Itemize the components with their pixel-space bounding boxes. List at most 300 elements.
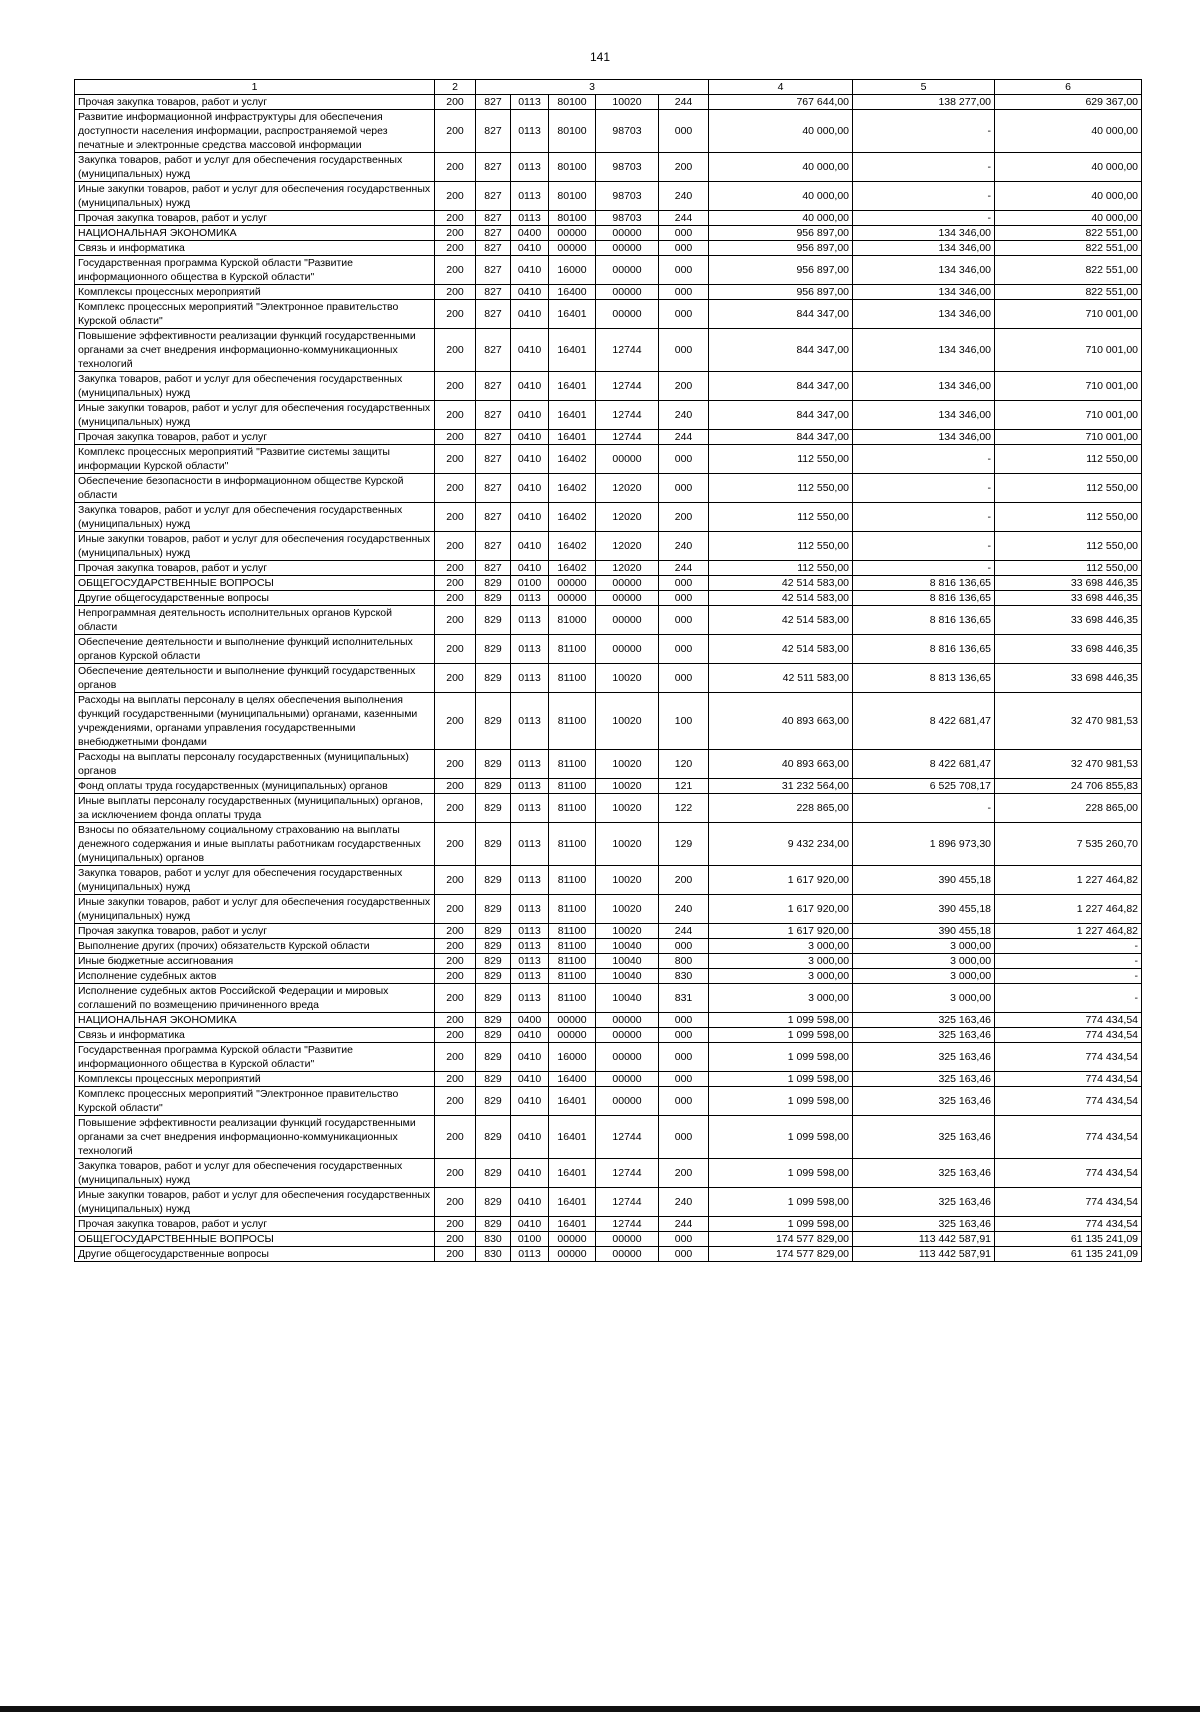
- row-code-section: 0113: [511, 95, 549, 110]
- row-code-section: 0410: [511, 445, 549, 474]
- row-code-direction: 10040: [596, 939, 659, 954]
- row-plan: 956 897,00: [709, 241, 853, 256]
- row-executed: 8 813 136,65: [853, 664, 995, 693]
- row-remaining: 774 434,54: [995, 1087, 1142, 1116]
- row-remaining: 228 865,00: [995, 794, 1142, 823]
- row-code-program: 00000: [549, 1028, 596, 1043]
- row-name: Комплексы процессных мероприятий: [75, 285, 435, 300]
- row-code-direction: 10020: [596, 866, 659, 895]
- row-plan: 844 347,00: [709, 300, 853, 329]
- row-code-ved: 200: [435, 635, 476, 664]
- row-code-section: 0410: [511, 241, 549, 256]
- row-name: Развитие информационной инфраструктуры для обеспечения доступности населения информации, распространяемой через печатные и электронные средства массовой информации: [75, 110, 435, 153]
- row-executed: 325 163,46: [853, 1188, 995, 1217]
- row-code-section: 0410: [511, 1188, 549, 1217]
- row-name: Связь и информатика: [75, 241, 435, 256]
- table-row: [75, 1217, 1142, 1232]
- row-remaining: 774 434,54: [995, 1043, 1142, 1072]
- row-code-direction: 00000: [596, 591, 659, 606]
- row-code-grbs: 829: [476, 1188, 511, 1217]
- row-code-ved: 200: [435, 503, 476, 532]
- row-code-direction: 12744: [596, 1159, 659, 1188]
- table-row: [75, 750, 1142, 779]
- row-name: Другие общегосударственные вопросы: [75, 591, 435, 606]
- row-plan: 1 617 920,00: [709, 924, 853, 939]
- row-code-grbs: 829: [476, 1072, 511, 1087]
- row-code-section: 0410: [511, 1217, 549, 1232]
- row-code-grbs: 829: [476, 576, 511, 591]
- row-remaining: 774 434,54: [995, 1013, 1142, 1028]
- row-code-ved: 200: [435, 153, 476, 182]
- row-plan: 174 577 829,00: [709, 1232, 853, 1247]
- row-name: ОБЩЕГОСУДАРСТВЕННЫЕ ВОПРОСЫ: [75, 1232, 435, 1247]
- row-name: Прочая закупка товаров, работ и услуг: [75, 430, 435, 445]
- row-code-direction: 12020: [596, 503, 659, 532]
- table-row: [75, 182, 1142, 211]
- row-code-program: 16402: [549, 474, 596, 503]
- row-code-expense-type: 244: [659, 211, 709, 226]
- row-code-ved: 200: [435, 211, 476, 226]
- row-code-grbs: 827: [476, 226, 511, 241]
- row-code-ved: 200: [435, 300, 476, 329]
- table-row: [75, 924, 1142, 939]
- row-code-grbs: 827: [476, 300, 511, 329]
- row-code-direction: 10040: [596, 954, 659, 969]
- row-name: Иные бюджетные ассигнования: [75, 954, 435, 969]
- row-code-ved: 200: [435, 866, 476, 895]
- row-executed: -: [853, 474, 995, 503]
- row-code-expense-type: 000: [659, 474, 709, 503]
- row-plan: 112 550,00: [709, 561, 853, 576]
- row-code-direction: 00000: [596, 576, 659, 591]
- row-name: Взносы по обязательному социальному страхованию на выплаты денежного содержания и иные выплаты работникам государственных (муниципальных) органов: [75, 823, 435, 866]
- row-code-direction: 00000: [596, 1247, 659, 1262]
- row-remaining: 33 698 446,35: [995, 635, 1142, 664]
- row-code-section: 0400: [511, 226, 549, 241]
- row-code-grbs: 827: [476, 182, 511, 211]
- row-remaining: 774 434,54: [995, 1217, 1142, 1232]
- row-code-section: 0410: [511, 1116, 549, 1159]
- table-row: [75, 474, 1142, 503]
- row-remaining: -: [995, 939, 1142, 954]
- row-code-ved: 200: [435, 561, 476, 576]
- row-code-program: 16401: [549, 1116, 596, 1159]
- row-remaining: 40 000,00: [995, 211, 1142, 226]
- row-code-expense-type: 240: [659, 182, 709, 211]
- row-code-direction: 10020: [596, 750, 659, 779]
- row-code-program: 16401: [549, 401, 596, 430]
- row-code-grbs: 829: [476, 1217, 511, 1232]
- table-row: [75, 969, 1142, 984]
- row-executed: -: [853, 445, 995, 474]
- row-code-program: 00000: [549, 226, 596, 241]
- row-remaining: 774 434,54: [995, 1188, 1142, 1217]
- row-code-ved: 200: [435, 445, 476, 474]
- row-code-program: 00000: [549, 1247, 596, 1262]
- row-code-direction: 10020: [596, 779, 659, 794]
- row-name: Закупка товаров, работ и услуг для обеспечения государственных (муниципальных) нужд: [75, 153, 435, 182]
- row-plan: 40 893 663,00: [709, 750, 853, 779]
- table-row: [75, 1116, 1142, 1159]
- row-code-section: 0113: [511, 866, 549, 895]
- row-plan: 1 099 598,00: [709, 1116, 853, 1159]
- row-code-ved: 200: [435, 226, 476, 241]
- row-code-direction: 98703: [596, 182, 659, 211]
- row-code-program: 16402: [549, 561, 596, 576]
- table-row: [75, 1232, 1142, 1247]
- row-name: Иные закупки товаров, работ и услуг для обеспечения государственных (муниципальных) нужд: [75, 1188, 435, 1217]
- row-code-expense-type: 000: [659, 110, 709, 153]
- row-code-direction: 12744: [596, 1116, 659, 1159]
- row-code-ved: 200: [435, 895, 476, 924]
- row-code-direction: 00000: [596, 1043, 659, 1072]
- row-code-grbs: 829: [476, 693, 511, 750]
- row-code-section: 0410: [511, 1028, 549, 1043]
- row-code-grbs: 829: [476, 984, 511, 1013]
- row-code-direction: 00000: [596, 1072, 659, 1087]
- row-code-expense-type: 000: [659, 300, 709, 329]
- row-code-section: 0410: [511, 561, 549, 576]
- row-code-section: 0113: [511, 794, 549, 823]
- row-code-expense-type: 000: [659, 445, 709, 474]
- row-executed: 134 346,00: [853, 241, 995, 256]
- row-plan: 112 550,00: [709, 445, 853, 474]
- row-code-section: 0113: [511, 779, 549, 794]
- row-name: ОБЩЕГОСУДАРСТВЕННЫЕ ВОПРОСЫ: [75, 576, 435, 591]
- row-plan: 3 000,00: [709, 969, 853, 984]
- table-row: [75, 664, 1142, 693]
- row-code-section: 0113: [511, 984, 549, 1013]
- row-code-program: 16000: [549, 256, 596, 285]
- row-code-section: 0113: [511, 591, 549, 606]
- row-name: Обеспечение деятельности и выполнение функций государственных органов: [75, 664, 435, 693]
- row-plan: 1 099 598,00: [709, 1043, 853, 1072]
- row-code-direction: 00000: [596, 635, 659, 664]
- row-code-grbs: 827: [476, 329, 511, 372]
- table-row: [75, 823, 1142, 866]
- table-row: [75, 1159, 1142, 1188]
- row-name: Исполнение судебных актов Российской Федерации и мировых соглашений по возмещению причиненного вреда: [75, 984, 435, 1013]
- row-code-section: 0410: [511, 474, 549, 503]
- table-row: [75, 954, 1142, 969]
- row-code-expense-type: 000: [659, 591, 709, 606]
- row-code-section: 0113: [511, 969, 549, 984]
- row-executed: 3 000,00: [853, 969, 995, 984]
- row-code-program: 16402: [549, 445, 596, 474]
- row-code-program: 16000: [549, 1043, 596, 1072]
- table-row: [75, 1087, 1142, 1116]
- row-name: Прочая закупка товаров, работ и услуг: [75, 924, 435, 939]
- row-name: Фонд оплаты труда государственных (муниципальных) органов: [75, 779, 435, 794]
- row-name: Комплекс процессных мероприятий "Развитие системы защиты информации Курской области": [75, 445, 435, 474]
- row-remaining: 33 698 446,35: [995, 606, 1142, 635]
- row-plan: 3 000,00: [709, 984, 853, 1013]
- row-executed: 134 346,00: [853, 401, 995, 430]
- row-plan: 1 617 920,00: [709, 895, 853, 924]
- row-code-grbs: 829: [476, 664, 511, 693]
- row-code-program: 81100: [549, 969, 596, 984]
- row-plan: 42 514 583,00: [709, 591, 853, 606]
- row-plan: 40 000,00: [709, 153, 853, 182]
- row-plan: 42 514 583,00: [709, 576, 853, 591]
- row-code-program: 16400: [549, 1072, 596, 1087]
- row-remaining: 7 535 260,70: [995, 823, 1142, 866]
- row-plan: 40 000,00: [709, 110, 853, 153]
- table-row: [75, 794, 1142, 823]
- row-remaining: 1 227 464,82: [995, 895, 1142, 924]
- row-code-ved: 200: [435, 1188, 476, 1217]
- row-code-expense-type: 129: [659, 823, 709, 866]
- table-row: [75, 285, 1142, 300]
- row-code-program: 16401: [549, 372, 596, 401]
- table-row: [75, 110, 1142, 153]
- row-code-section: 0410: [511, 532, 549, 561]
- row-remaining: 710 001,00: [995, 329, 1142, 372]
- row-code-ved: 200: [435, 285, 476, 300]
- row-name: Иные закупки товаров, работ и услуг для обеспечения государственных (муниципальных) нужд: [75, 532, 435, 561]
- budget-table: [74, 79, 1142, 1262]
- row-name: Прочая закупка товаров, работ и услуг: [75, 1217, 435, 1232]
- table-row: [75, 503, 1142, 532]
- row-code-direction: 00000: [596, 1013, 659, 1028]
- row-code-program: 81100: [549, 924, 596, 939]
- row-code-section: 0100: [511, 1232, 549, 1247]
- row-code-section: 0410: [511, 503, 549, 532]
- row-executed: 325 163,46: [853, 1028, 995, 1043]
- table-row: [75, 211, 1142, 226]
- row-code-ved: 200: [435, 576, 476, 591]
- row-code-program: 81100: [549, 664, 596, 693]
- row-code-program: 16401: [549, 1087, 596, 1116]
- row-plan: 1 099 598,00: [709, 1159, 853, 1188]
- row-code-grbs: 829: [476, 606, 511, 635]
- row-code-section: 0410: [511, 1087, 549, 1116]
- row-code-direction: 00000: [596, 445, 659, 474]
- row-code-program: 80100: [549, 211, 596, 226]
- row-code-grbs: 827: [476, 561, 511, 576]
- row-plan: 40 000,00: [709, 182, 853, 211]
- row-name: Закупка товаров, работ и услуг для обеспечения государственных (муниципальных) нужд: [75, 372, 435, 401]
- row-plan: 3 000,00: [709, 954, 853, 969]
- row-code-expense-type: 000: [659, 1013, 709, 1028]
- row-executed: -: [853, 211, 995, 226]
- row-code-section: 0113: [511, 750, 549, 779]
- row-remaining: 24 706 855,83: [995, 779, 1142, 794]
- header-col-4: 4: [709, 80, 853, 95]
- row-code-direction: 00000: [596, 241, 659, 256]
- row-code-ved: 200: [435, 474, 476, 503]
- row-code-direction: 12020: [596, 474, 659, 503]
- row-remaining: 112 550,00: [995, 445, 1142, 474]
- row-name: Расходы на выплаты персоналу государственных (муниципальных) органов: [75, 750, 435, 779]
- row-executed: 6 525 708,17: [853, 779, 995, 794]
- row-code-section: 0410: [511, 256, 549, 285]
- row-code-grbs: 830: [476, 1232, 511, 1247]
- row-code-program: 80100: [549, 95, 596, 110]
- row-code-grbs: 829: [476, 1159, 511, 1188]
- row-plan: 112 550,00: [709, 532, 853, 561]
- row-name: Обеспечение деятельности и выполнение функций исполнительных органов Курской области: [75, 635, 435, 664]
- row-remaining: 822 551,00: [995, 256, 1142, 285]
- row-remaining: 710 001,00: [995, 372, 1142, 401]
- row-remaining: 710 001,00: [995, 401, 1142, 430]
- row-code-expense-type: 240: [659, 895, 709, 924]
- row-code-expense-type: 000: [659, 1116, 709, 1159]
- row-code-section: 0113: [511, 635, 549, 664]
- page-number: 141: [589, 50, 611, 64]
- row-name: Связь и информатика: [75, 1028, 435, 1043]
- row-code-expense-type: 000: [659, 329, 709, 372]
- row-code-grbs: 829: [476, 750, 511, 779]
- row-code-expense-type: 000: [659, 1247, 709, 1262]
- row-code-program: 00000: [549, 1013, 596, 1028]
- row-executed: 3 000,00: [853, 984, 995, 1013]
- row-code-ved: 200: [435, 664, 476, 693]
- row-remaining: 33 698 446,35: [995, 576, 1142, 591]
- row-code-expense-type: 244: [659, 95, 709, 110]
- row-remaining: 1 227 464,82: [995, 866, 1142, 895]
- table-row: [75, 226, 1142, 241]
- row-code-section: 0113: [511, 939, 549, 954]
- row-code-expense-type: 244: [659, 924, 709, 939]
- row-code-program: 81100: [549, 954, 596, 969]
- row-code-grbs: 827: [476, 430, 511, 445]
- row-code-ved: 200: [435, 606, 476, 635]
- row-code-section: 0113: [511, 153, 549, 182]
- row-code-expense-type: 120: [659, 750, 709, 779]
- row-remaining: 710 001,00: [995, 430, 1142, 445]
- row-code-direction: 10020: [596, 895, 659, 924]
- row-code-direction: 98703: [596, 110, 659, 153]
- row-code-section: 0410: [511, 300, 549, 329]
- row-code-expense-type: 200: [659, 372, 709, 401]
- row-executed: 134 346,00: [853, 226, 995, 241]
- row-code-grbs: 829: [476, 954, 511, 969]
- row-code-section: 0113: [511, 823, 549, 866]
- row-code-grbs: 829: [476, 1013, 511, 1028]
- row-name: Другие общегосударственные вопросы: [75, 1247, 435, 1262]
- row-executed: 390 455,18: [853, 924, 995, 939]
- row-plan: 112 550,00: [709, 503, 853, 532]
- row-code-expense-type: 000: [659, 1043, 709, 1072]
- table-row: [75, 430, 1142, 445]
- row-remaining: 33 698 446,35: [995, 591, 1142, 606]
- row-code-section: 0113: [511, 895, 549, 924]
- row-code-program: 16402: [549, 532, 596, 561]
- row-plan: 956 897,00: [709, 226, 853, 241]
- row-plan: 40 893 663,00: [709, 693, 853, 750]
- row-code-program: 80100: [549, 182, 596, 211]
- row-code-direction: 98703: [596, 153, 659, 182]
- row-code-program: 80100: [549, 153, 596, 182]
- row-executed: 390 455,18: [853, 895, 995, 924]
- row-remaining: 61 135 241,09: [995, 1247, 1142, 1262]
- header-col-3: 3: [476, 80, 709, 95]
- row-remaining: 112 550,00: [995, 532, 1142, 561]
- row-name: Закупка товаров, работ и услуг для обеспечения государственных (муниципальных) нужд: [75, 866, 435, 895]
- table-row: [75, 866, 1142, 895]
- row-code-grbs: 827: [476, 211, 511, 226]
- row-code-program: 16401: [549, 329, 596, 372]
- row-code-expense-type: 000: [659, 226, 709, 241]
- row-executed: 325 163,46: [853, 1043, 995, 1072]
- scan-bottom-edge: [0, 1706, 1200, 1712]
- row-code-ved: 200: [435, 256, 476, 285]
- row-code-ved: 200: [435, 372, 476, 401]
- row-executed: 134 346,00: [853, 329, 995, 372]
- row-remaining: 32 470 981,53: [995, 693, 1142, 750]
- row-code-section: 0113: [511, 606, 549, 635]
- row-code-program: 81100: [549, 823, 596, 866]
- row-code-ved: 200: [435, 1072, 476, 1087]
- row-code-grbs: 827: [476, 153, 511, 182]
- row-plan: 844 347,00: [709, 372, 853, 401]
- row-executed: -: [853, 794, 995, 823]
- row-name: Иные выплаты персоналу государственных (муниципальных) органов, за исключением фонда оплаты труда: [75, 794, 435, 823]
- row-remaining: -: [995, 954, 1142, 969]
- row-executed: 390 455,18: [853, 866, 995, 895]
- row-name: Закупка товаров, работ и услуг для обеспечения государственных (муниципальных) нужд: [75, 1159, 435, 1188]
- row-code-expense-type: 000: [659, 1072, 709, 1087]
- row-code-expense-type: 121: [659, 779, 709, 794]
- row-code-direction: 00000: [596, 1232, 659, 1247]
- row-code-expense-type: 200: [659, 1159, 709, 1188]
- row-code-expense-type: 100: [659, 693, 709, 750]
- row-code-section: 0410: [511, 401, 549, 430]
- row-code-ved: 200: [435, 924, 476, 939]
- row-code-ved: 200: [435, 1247, 476, 1262]
- row-code-ved: 200: [435, 182, 476, 211]
- row-executed: 134 346,00: [853, 300, 995, 329]
- row-executed: -: [853, 503, 995, 532]
- row-executed: 134 346,00: [853, 285, 995, 300]
- row-plan: 40 000,00: [709, 211, 853, 226]
- row-code-expense-type: 000: [659, 1232, 709, 1247]
- header-col-6: 6: [995, 80, 1142, 95]
- row-name: Исполнение судебных актов: [75, 969, 435, 984]
- row-code-section: 0113: [511, 110, 549, 153]
- row-code-expense-type: 000: [659, 285, 709, 300]
- row-code-direction: 00000: [596, 300, 659, 329]
- row-plan: 1 099 598,00: [709, 1072, 853, 1087]
- row-code-ved: 200: [435, 969, 476, 984]
- row-code-ved: 200: [435, 954, 476, 969]
- row-name: Непрограммная деятельность исполнительных органов Курской области: [75, 606, 435, 635]
- row-code-ved: 200: [435, 794, 476, 823]
- row-code-expense-type: 000: [659, 256, 709, 285]
- row-code-direction: 12744: [596, 1217, 659, 1232]
- table-row: [75, 1188, 1142, 1217]
- row-code-grbs: 829: [476, 866, 511, 895]
- row-code-ved: 200: [435, 1116, 476, 1159]
- row-code-grbs: 827: [476, 474, 511, 503]
- row-code-grbs: 827: [476, 256, 511, 285]
- table-row: [75, 1247, 1142, 1262]
- row-remaining: -: [995, 969, 1142, 984]
- row-name: Комплекс процессных мероприятий "Электронное правительство Курской области": [75, 300, 435, 329]
- row-code-ved: 200: [435, 750, 476, 779]
- row-code-section: 0113: [511, 924, 549, 939]
- row-plan: 844 347,00: [709, 329, 853, 372]
- row-plan: 9 432 234,00: [709, 823, 853, 866]
- row-code-expense-type: 000: [659, 576, 709, 591]
- row-code-program: 00000: [549, 591, 596, 606]
- row-code-expense-type: 000: [659, 635, 709, 664]
- table-row: [75, 153, 1142, 182]
- row-remaining: 822 551,00: [995, 285, 1142, 300]
- row-plan: 42 514 583,00: [709, 635, 853, 664]
- row-code-ved: 200: [435, 823, 476, 866]
